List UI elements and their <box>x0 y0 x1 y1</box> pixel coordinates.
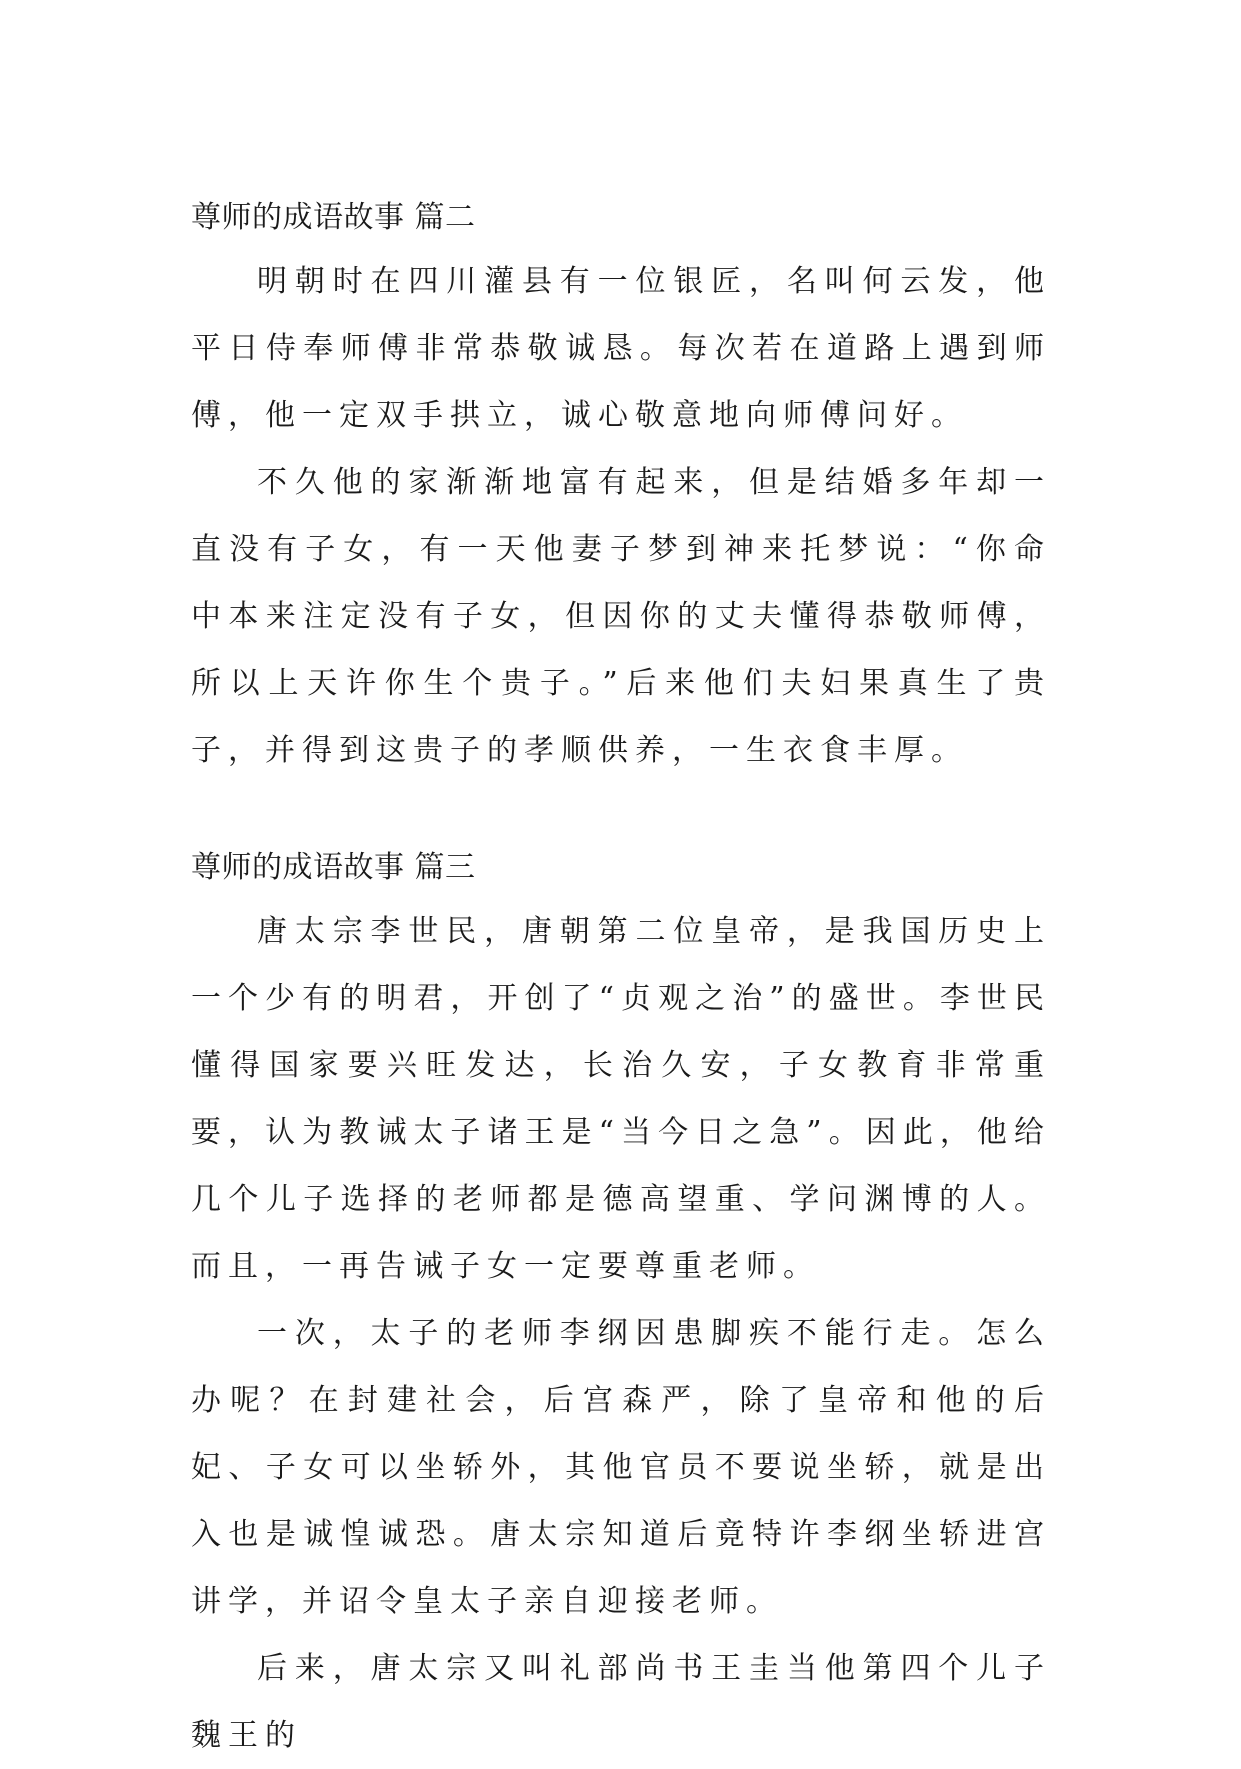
paragraph: 明朝时在四川灌县有一位银匠，名叫何云发，他平日侍奉师傅非常恭敬诚恳。每次若在道路上遇到师傅，他一定双手拱立，诚心敬意地向师傅问好。 <box>191 264 1051 433</box>
document-body <box>191 188 1051 1769</box>
paragraph: 一次，太子的老师李纲因患脚疾不能行走。怎么办呢？在封建社会，后宫森严，除了皇帝和他的后妃、子女可以坐轿外，其他官员不要说坐轿，就是出入也是诚惶诚恐。唐太宗知道后竟特许李纲坐轿进宫讲学，并诏令皇太子亲自迎接老师。 <box>191 1316 1051 1619</box>
paragraph: 后来，唐太宗又叫礼部尚书王圭当他第四个儿子魏王的 <box>191 1651 1051 1753</box>
section-part-three <box>191 838 1051 1769</box>
section-heading: 尊师的成语故事 篇二 <box>191 200 476 235</box>
paragraph: 唐太宗李世民，唐朝第二位皇帝，是我国历史上一个少有的明君，开创了“贞观之治”的盛世。李世民懂得国家要兴旺发达，长治久安，子女教育非常重要，认为教诫太子诸王是“当今日之急”。因此，他给几个儿子选择的老师都是德高望重、学问渊博的人。而且，一再告诫子女一定要尊重老师。 <box>191 914 1051 1284</box>
section-heading: 尊师的成语故事 篇三 <box>191 850 476 885</box>
paragraph: 不久他的家渐渐地富有起来，但是结婚多年却一直没有子女，有一天他妻子梦到神来托梦说：“你命中本来注定没有子女，但因你的丈夫懂得恭敬师傅，所以上天许你生个贵子。”后来他们夫妇果真生了贵子，并得到这贵子的孝顺供养，一生衣食丰厚。 <box>191 465 1051 768</box>
section-part-two <box>191 188 1051 784</box>
